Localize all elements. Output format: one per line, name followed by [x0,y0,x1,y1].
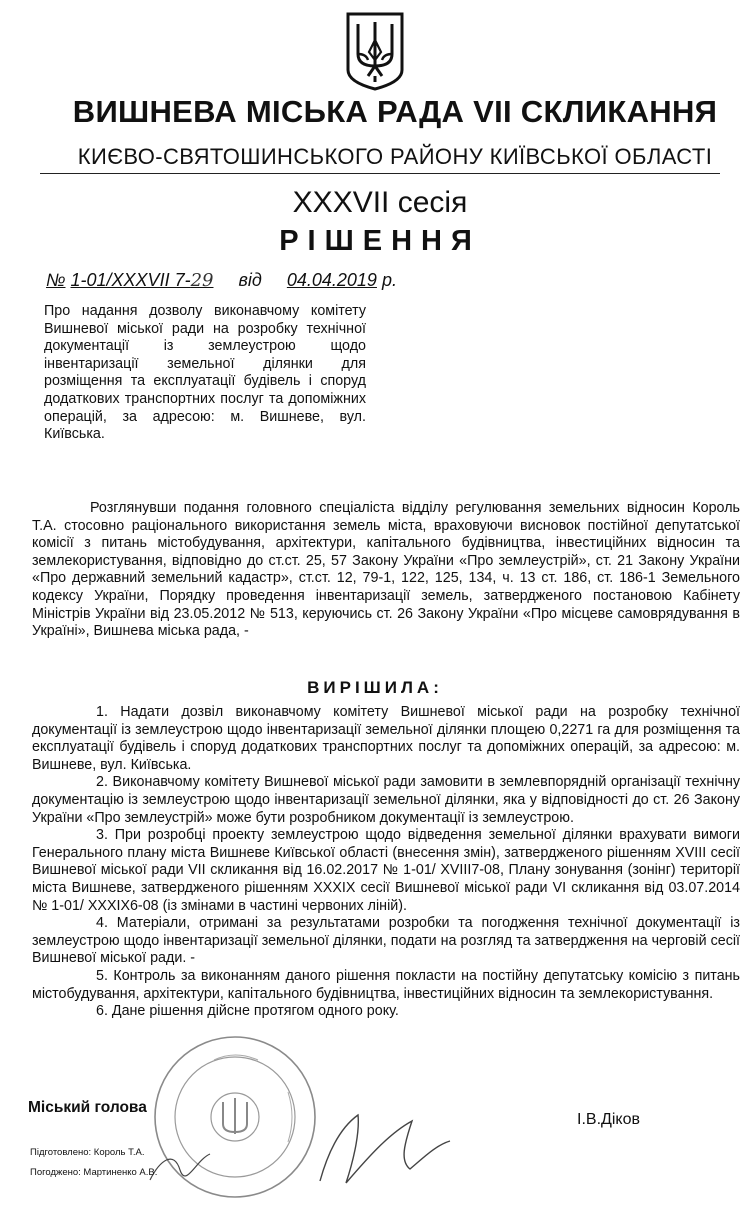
resolution-items [32,704,740,1021]
decision-number [71,270,214,290]
signer-position: Міський голова [28,1099,147,1116]
header-divider [40,173,720,174]
decision-number-line [46,270,397,291]
resolution-item: 5. Контроль за виконанням даного рішення покласти на постійну депутатську комісію з питань містобудування, архітектури, капітального будівництва, інвестиційних відносин та землекористування. [32,967,740,1002]
resolved-heading: ВИРІШИЛА: [307,678,443,697]
resolution-item: 2. Виконавчому комітету Вишневої міської ради замовити в землевпорядній організації технічну документацію із землеустрою щодо інвентаризації земельної ділянки, яка у відповідності до ст. 26 Закону України «Про землеустрій» може бути розробником документації із землеустрою. [32,774,740,826]
district-name: КИЄВО-СВЯТОШИНСЬКОГО РАЙОНУ КИЇВСЬКОЇ ОБЛАСТІ [77,144,713,169]
decision-number-handwritten: 29 [190,270,214,291]
decision-number-printed: 1-01/XXXVII 7- [70,270,191,290]
preamble: Розглянувши подання головного спеціаліста відділу регулювання земельних відносин Король Т.А. стосовно раціонального використання земель міста, враховуючи висновок постійної депутатської комісії з питань містобудування, архітектури, капітального будівництва, інвестиційних відносин та землекористування, відповідно до ст.ст. 25, 57 Закону України «Про землеустрій», ст. 21 Закону України «Про державний земельний кадастр», ст.ст. 12, 79-1, 122, 125, 134, ч. 13 ст. 186, ст. 186-1 Земельного кодексу України, Порядку проведення інвентаризації земель, затвердженого постановою Кабінету Міністрів України від 23.05.2012 № 513, керуючись ст. 26 Закону України «Про місцеве самоврядування в Україні», Вишнева міська рада, - [32,500,740,640]
agreed-by: Погоджено: Мартиненко А.В. [30,1167,158,1178]
decision-subject: Про надання дозволу виконавчому комітету Вишневої міської ради на розробку технічної документації із землеустрою щодо інвентаризації земельної ділянки для розміщення та експлуатації будівель і споруд додаткових транспортних послуг та допоміжних операцій, за адресою: м. Вишневе, вул. Київська. [44,303,366,443]
council-name: ВИШНЕВА МІСЬКА РАДА VII СКЛИКАННЯ [72,94,718,129]
resolution-item: 4. Матеріали, отримані за результатами розробки та погодження технічної документації із землеустрою щодо інвентаризації земельної ділянки, подати на розгляд та затвердження на черговій сесії Вишневої міської ради. - [32,915,740,967]
prepared-by: Підготовлено: Король Т.А. [30,1147,145,1158]
resolution-item: 3. При розробці проекту землеустрою щодо відведення земельної ділянки врахувати вимоги Генерального плану міста Вишневе Київської області (внесення змін), затвердженого рішенням XVIII сесії Вишневої міської ради VII скликання від 16.02.2017 № 1-01/ XVIII7-08, Плану зонування (зонінг) території міста Вишневе, затвердженого рішенням XXXIX сесії Вишневої міської ради VI скликання від 03.07.2014 № 1-01/ XXXIX6-08 (із змінами в частині червоних ліній). [32,827,740,914]
session-title: XXXVII сесія [292,186,468,219]
number-prefix: № [46,270,66,290]
decision-date: 04.04.2019 [286,270,377,290]
document-type: РІШЕННЯ [279,225,481,257]
signer-name: І.В.Діков [577,1111,640,1128]
resolution-item: 6. Дане рішення дійсне протягом одного року. [96,1003,399,1020]
date-suffix: р. [381,270,397,290]
trident-emblem-icon [344,10,406,92]
resolution-item: 1. Надати дозвіл виконавчому комітету Вишневої міської ради на розробку технічної документації із землеустрою щодо інвентаризації земельної ділянки площею 0,2271 га для розміщення та експлуатації будівель і споруд додаткових транспортних послуг та допоміжних операцій, за адресою: м. Вишневе, вул. Київська. [32,704,740,773]
mayor-signature [300,1085,460,1195]
date-prefix: від [238,270,262,290]
